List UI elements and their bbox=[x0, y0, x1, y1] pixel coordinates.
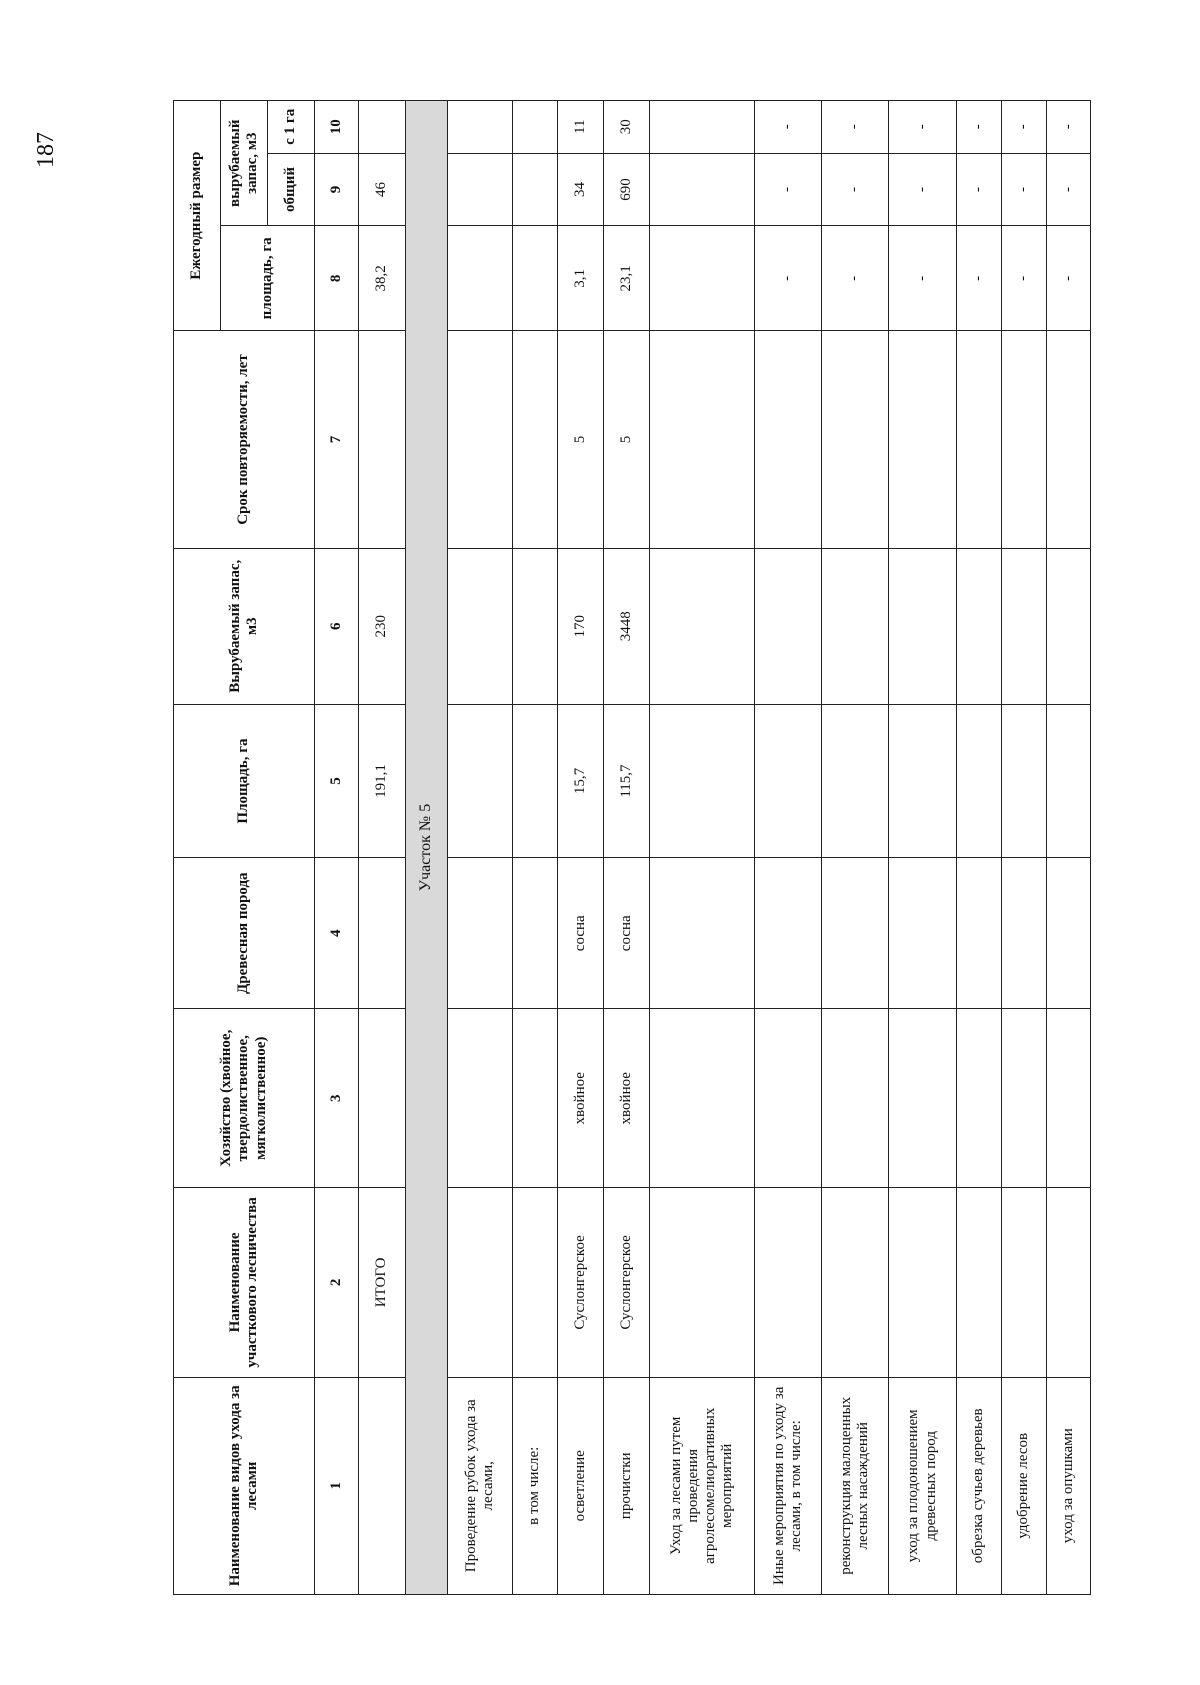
row-volume: 3448 bbox=[604, 548, 650, 704]
row-period: 5 bbox=[558, 331, 604, 548]
itogo-area: 191,1 bbox=[359, 704, 406, 857]
itogo-cell-empty bbox=[359, 331, 406, 548]
rotated-table-container bbox=[173, 100, 1076, 1595]
itogo-annual-total: 46 bbox=[359, 153, 406, 226]
header-annual: Ежегодный размер bbox=[174, 101, 221, 331]
row-name: осветление bbox=[558, 1377, 604, 1594]
table-row bbox=[755, 101, 822, 1595]
header-col4: Древесная порода bbox=[174, 858, 315, 1009]
section-row bbox=[406, 101, 448, 1595]
row-per-ha: 30 bbox=[604, 101, 650, 154]
header-annual-volume: вырубаемый запас, м3 bbox=[221, 101, 268, 226]
itogo-volume: 230 bbox=[359, 548, 406, 704]
row-dash: - bbox=[822, 153, 889, 226]
header-row-1 bbox=[174, 101, 221, 1595]
row-name: уход за плодоношением древесных пород bbox=[889, 1377, 957, 1594]
row-name: обрезка сучьев деревьев bbox=[957, 1377, 1002, 1594]
header-per-ha: с 1 га bbox=[268, 101, 315, 154]
row-dash: - bbox=[755, 101, 822, 154]
column-number: 1 bbox=[315, 1377, 359, 1594]
row-dash: - bbox=[957, 153, 1002, 226]
itogo-cell-empty bbox=[359, 101, 406, 154]
row-economy: хвойное bbox=[604, 1009, 650, 1188]
row-dash: - bbox=[1002, 101, 1047, 154]
header-col6: Вырубаемый запас, м3 bbox=[174, 548, 315, 704]
row-name: прочистки bbox=[604, 1377, 650, 1594]
row-dash: - bbox=[957, 226, 1002, 331]
row-name: реконструкция малоценных лесных насаждений bbox=[822, 1377, 889, 1594]
row-name: Уход за лесами путем проведения агролесомелиоративных мероприятий bbox=[650, 1377, 755, 1594]
header-col2: Наименование участкового лесничества bbox=[174, 1188, 315, 1377]
itogo-cell-empty bbox=[359, 1009, 406, 1188]
table-row bbox=[448, 101, 513, 1595]
column-number-row bbox=[315, 101, 359, 1595]
row-dash: - bbox=[1047, 101, 1091, 154]
header-total: общий bbox=[268, 153, 315, 226]
table-row bbox=[513, 101, 558, 1595]
row-dash: - bbox=[1047, 153, 1091, 226]
row-dash: - bbox=[822, 226, 889, 331]
header-col1: Наименование видов ухода за лесами bbox=[174, 1377, 315, 1594]
column-number: 7 bbox=[315, 331, 359, 548]
itogo-cell-empty bbox=[359, 858, 406, 1009]
header-annual-area: площадь, га bbox=[221, 226, 315, 331]
row-period: 5 bbox=[604, 331, 650, 548]
table-row bbox=[957, 101, 1002, 1595]
column-number: 8 bbox=[315, 226, 359, 331]
row-name: Проведение рубок ухода за лесами, bbox=[448, 1377, 513, 1594]
page-number: 187 bbox=[33, 132, 59, 168]
row-species: сосна bbox=[558, 858, 604, 1009]
row-dash: - bbox=[889, 153, 957, 226]
row-name: Иные мероприятия по уходу за лесами, в том числе: bbox=[755, 1377, 822, 1594]
itogo-label: ИТОГО bbox=[359, 1188, 406, 1377]
itogo-cell-empty bbox=[359, 1377, 406, 1594]
row-dash: - bbox=[822, 101, 889, 154]
header-col3: Хозяйство (хвойное, твердолиственное, мягколиственное) bbox=[174, 1009, 315, 1188]
itogo-annual-area: 38,2 bbox=[359, 226, 406, 331]
row-per-ha: 11 bbox=[558, 101, 604, 154]
forest-care-table bbox=[173, 100, 1091, 1595]
column-number: 3 bbox=[315, 1009, 359, 1188]
row-dash: - bbox=[755, 153, 822, 226]
row-area: 115,7 bbox=[604, 704, 650, 857]
table-row bbox=[822, 101, 889, 1595]
table-row bbox=[1047, 101, 1091, 1595]
column-number: 2 bbox=[315, 1188, 359, 1377]
row-forestry: Суслонгерское bbox=[604, 1188, 650, 1377]
row-forestry: Суслонгерское bbox=[558, 1188, 604, 1377]
column-number: 4 bbox=[315, 858, 359, 1009]
table-row bbox=[650, 101, 755, 1595]
row-economy: хвойное bbox=[558, 1009, 604, 1188]
row-annual-total: 34 bbox=[558, 153, 604, 226]
column-number: 9 bbox=[315, 153, 359, 226]
table-row bbox=[558, 101, 604, 1595]
column-number: 10 bbox=[315, 101, 359, 154]
row-annual-total: 690 bbox=[604, 153, 650, 226]
row-dash: - bbox=[755, 226, 822, 331]
itogo-row bbox=[359, 101, 406, 1595]
row-name: удобрение лесов bbox=[1002, 1377, 1047, 1594]
row-dash: - bbox=[1002, 226, 1047, 331]
table-row bbox=[1002, 101, 1047, 1595]
row-annual-area: 23,1 bbox=[604, 226, 650, 331]
row-dash: - bbox=[957, 101, 1002, 154]
row-name: в том числе: bbox=[513, 1377, 558, 1594]
section-title: Участок № 5 bbox=[406, 101, 448, 1595]
row-species: сосна bbox=[604, 858, 650, 1009]
row-dash: - bbox=[1047, 226, 1091, 331]
row-name: уход за опушками bbox=[1047, 1377, 1091, 1594]
row-volume: 170 bbox=[558, 548, 604, 704]
table-row bbox=[604, 101, 650, 1595]
row-dash: - bbox=[889, 226, 957, 331]
row-annual-area: 3,1 bbox=[558, 226, 604, 331]
row-dash: - bbox=[1002, 153, 1047, 226]
column-number: 6 bbox=[315, 548, 359, 704]
header-col5: Площадь, га bbox=[174, 704, 315, 857]
row-area: 15,7 bbox=[558, 704, 604, 857]
column-number: 5 bbox=[315, 704, 359, 857]
table-row bbox=[889, 101, 957, 1595]
header-col7: Срок повторяемости, лет bbox=[174, 331, 315, 548]
row-dash: - bbox=[889, 101, 957, 154]
